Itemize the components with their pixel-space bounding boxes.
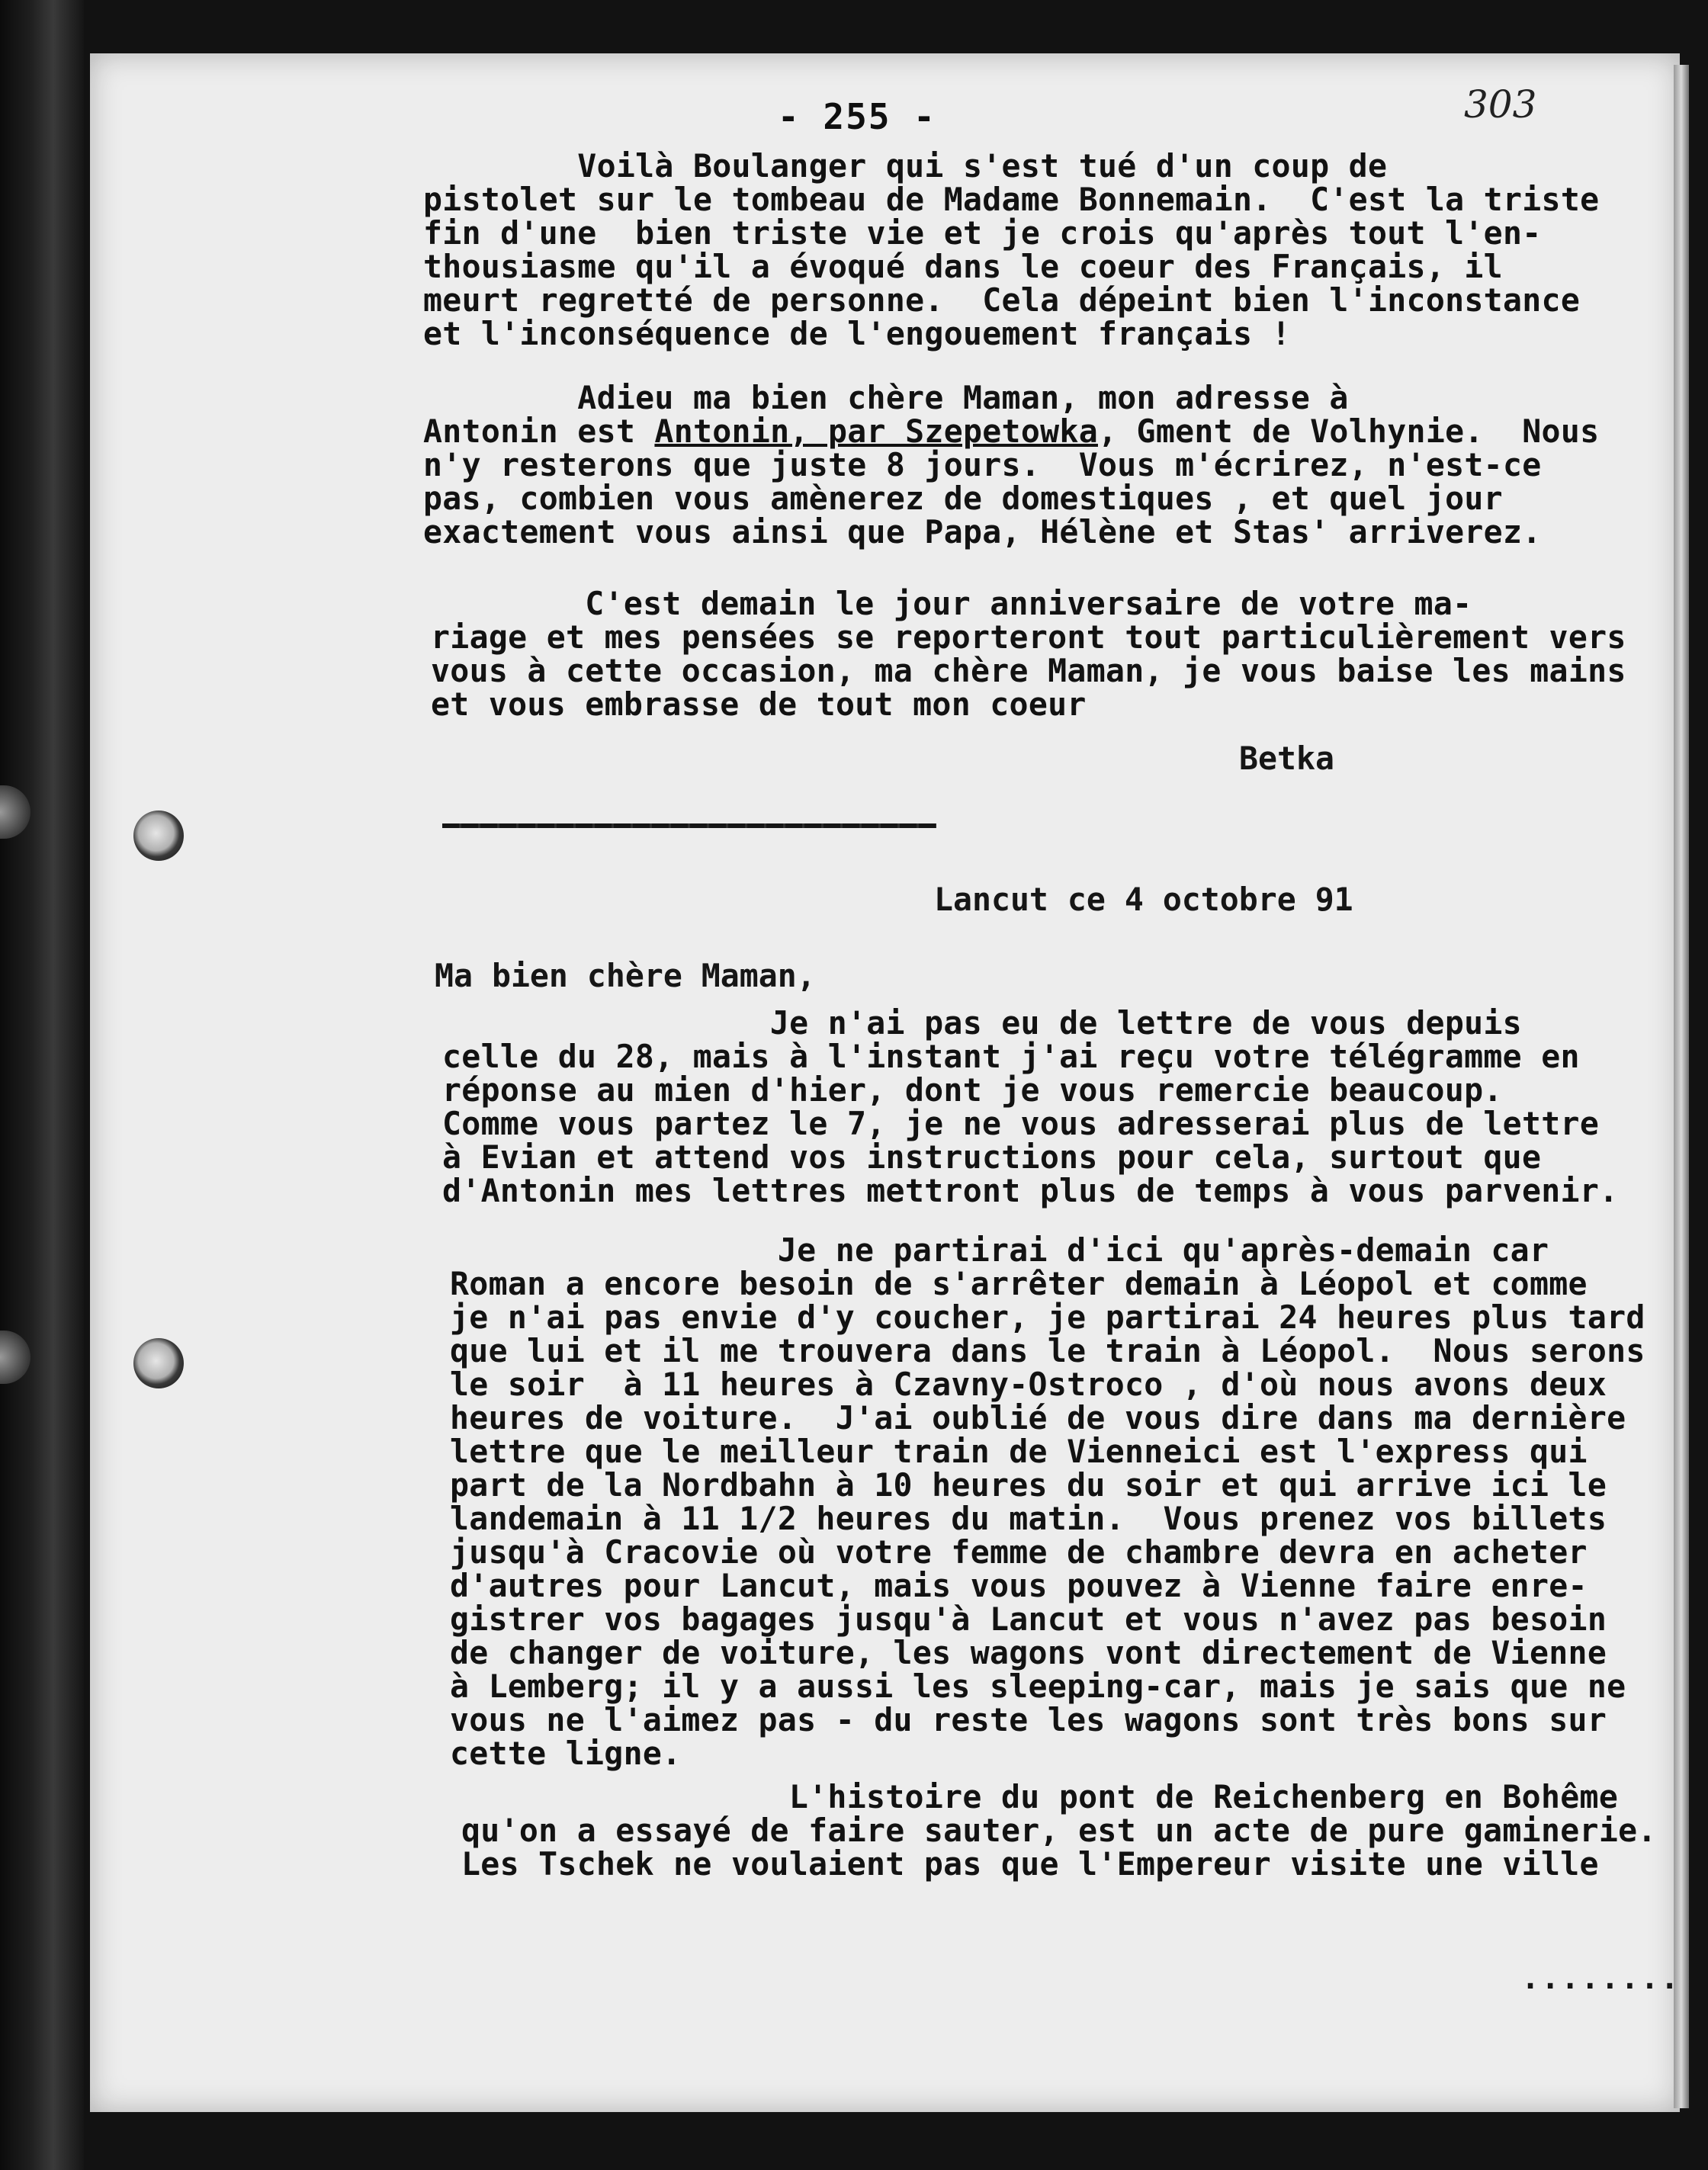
text-line: d'autres pour Lancut, mais vous pouvez à Vienne faire enre-: [450, 1567, 1588, 1604]
letter1-paragraph-adieu: [423, 381, 1599, 549]
letter2-paragraph-travel: [450, 1231, 1645, 1772]
binder-strip: [0, 0, 84, 2170]
address-underlined: Antonin, par Szepetowka: [654, 412, 1098, 450]
text-line: Voilà Boulanger qui s'est tué d'un coup de: [423, 147, 1388, 185]
text-line: vous ne l'aimez pas - du reste les wagons sont très bons sur: [450, 1701, 1607, 1738]
letter2-paragraph-telegram: [442, 1006, 1618, 1208]
text-line: Je n'ai pas eu de lettre de vous depuis: [442, 1004, 1522, 1042]
text-line: je n'ai pas envie d'y coucher, je partirai 24 heures plus tard: [450, 1298, 1645, 1336]
text-line: le soir à 11 heures à Czavny-Ostroco , d'où nous avons deux: [450, 1366, 1607, 1403]
text-line: fin d'une bien triste vie et je crois qu'après tout l'en-: [423, 214, 1542, 252]
text-line-post: , Gment de Volhynie. Nous: [1097, 412, 1600, 450]
text-line: Comme vous partez le 7, je ne vous adresserai plus de lettre: [442, 1105, 1600, 1142]
letter1-paragraph-boulanger: [423, 149, 1599, 351]
text-line-pre: Antonin est: [423, 412, 655, 450]
text-line: L'histoire du pont de Reichenberg en Bohême: [461, 1778, 1619, 1815]
text-line: n'y resterons que juste 8 jours. Vous m'écrirez, n'est-ce: [423, 446, 1542, 483]
letter1-paragraph-closing: [431, 587, 1626, 721]
text-line: celle du 28, mais à l'instant j'ai reçu votre télégramme en: [442, 1038, 1580, 1075]
text-line: Adieu ma bien chère Maman, mon adresse à: [423, 379, 1349, 416]
text-line: gistrer vos bagages jusqu'à Lancut et vous n'avez pas besoin: [450, 1600, 1607, 1638]
text-line: Je ne partirai d'ici qu'après-demain car: [450, 1231, 1549, 1269]
text-line: et l'inconséquence de l'engouement français !: [423, 315, 1291, 352]
text-line: pas, combien vous amènerez de domestiques , et quel jour: [423, 480, 1503, 517]
text-line: de changer de voiture, les wagons vont directement de Vienne: [450, 1634, 1607, 1671]
text-line: vous à cette occasion, ma chère Maman, je vous baise les mains: [431, 652, 1626, 689]
dateline: Lancut ce 4 octobre 91: [934, 881, 1353, 918]
text-line: landemain à 11 1/2 heures du matin. Vous prenez vos billets: [450, 1500, 1607, 1537]
page-edge: [1674, 65, 1689, 2108]
text-line: exactement vous ainsi que Papa, Hélène et Stas' arriverez.: [423, 513, 1542, 551]
text-line: meurt regretté de personne. Cela dépeint bien l'inconstance: [423, 281, 1581, 319]
text-line: que lui et il me trouvera dans le train à Léopol. Nous serons: [450, 1332, 1645, 1369]
text-line: heures de voiture. J'ai oublié de vous dire dans ma dernière: [450, 1399, 1626, 1437]
text-line: part de la Nordbahn à 10 heures du soir et qui arrive ici le: [450, 1466, 1607, 1504]
text-line: et vous embrasse de tout mon coeur: [431, 685, 1087, 723]
text-line: réponse au mien d'hier, dont je vous remercie beaucoup.: [442, 1071, 1503, 1109]
text-line: cette ligne.: [450, 1735, 682, 1772]
page-number: - 255 -: [778, 96, 936, 137]
binder-ring-top: [133, 811, 184, 861]
binder-ring-bottom: [133, 1338, 184, 1388]
text-line: thousiasme qu'il a évoqué dans le coeur des Français, il: [423, 248, 1503, 285]
text-line: Les Tschek ne voulaient pas que l'Empereur visite une ville: [461, 1845, 1599, 1883]
text-line: lettre que le meilleur train de Vienneici est l'express qui: [450, 1433, 1588, 1470]
folio-number: 303: [1464, 82, 1537, 127]
text-line: d'Antonin mes lettres mettront plus de temps à vous parvenir.: [442, 1172, 1619, 1209]
text-line: à Evian et attend vos instructions pour cela, surtout que: [442, 1138, 1542, 1176]
signature: Betka: [1239, 740, 1334, 777]
salutation: Ma bien chère Maman,: [435, 957, 816, 994]
text-line: à Lemberg; il y a aussi les sleeping-car, mais je sais que ne: [450, 1668, 1626, 1705]
text-line: jusqu'à Cracovie où votre femme de chambre devra en acheter: [450, 1533, 1588, 1571]
text-line: C'est demain le jour anniversaire de votre ma-: [431, 585, 1472, 622]
continuation-dots: ........: [1521, 1961, 1681, 1996]
text-line: pistolet sur le tombeau de Madame Bonnemain. C'est la triste: [423, 181, 1600, 218]
letter2-paragraph-reichenberg: [461, 1780, 1657, 1881]
text-line: riage et mes pensées se reporteront tout particulièrement vers: [431, 618, 1626, 656]
letter-separator: [442, 823, 936, 828]
text-line: qu'on a essayé de faire sauter, est un acte de pure gaminerie.: [461, 1812, 1657, 1849]
text-line: Roman a encore besoin de s'arrêter demain à Léopol et comme: [450, 1265, 1588, 1302]
